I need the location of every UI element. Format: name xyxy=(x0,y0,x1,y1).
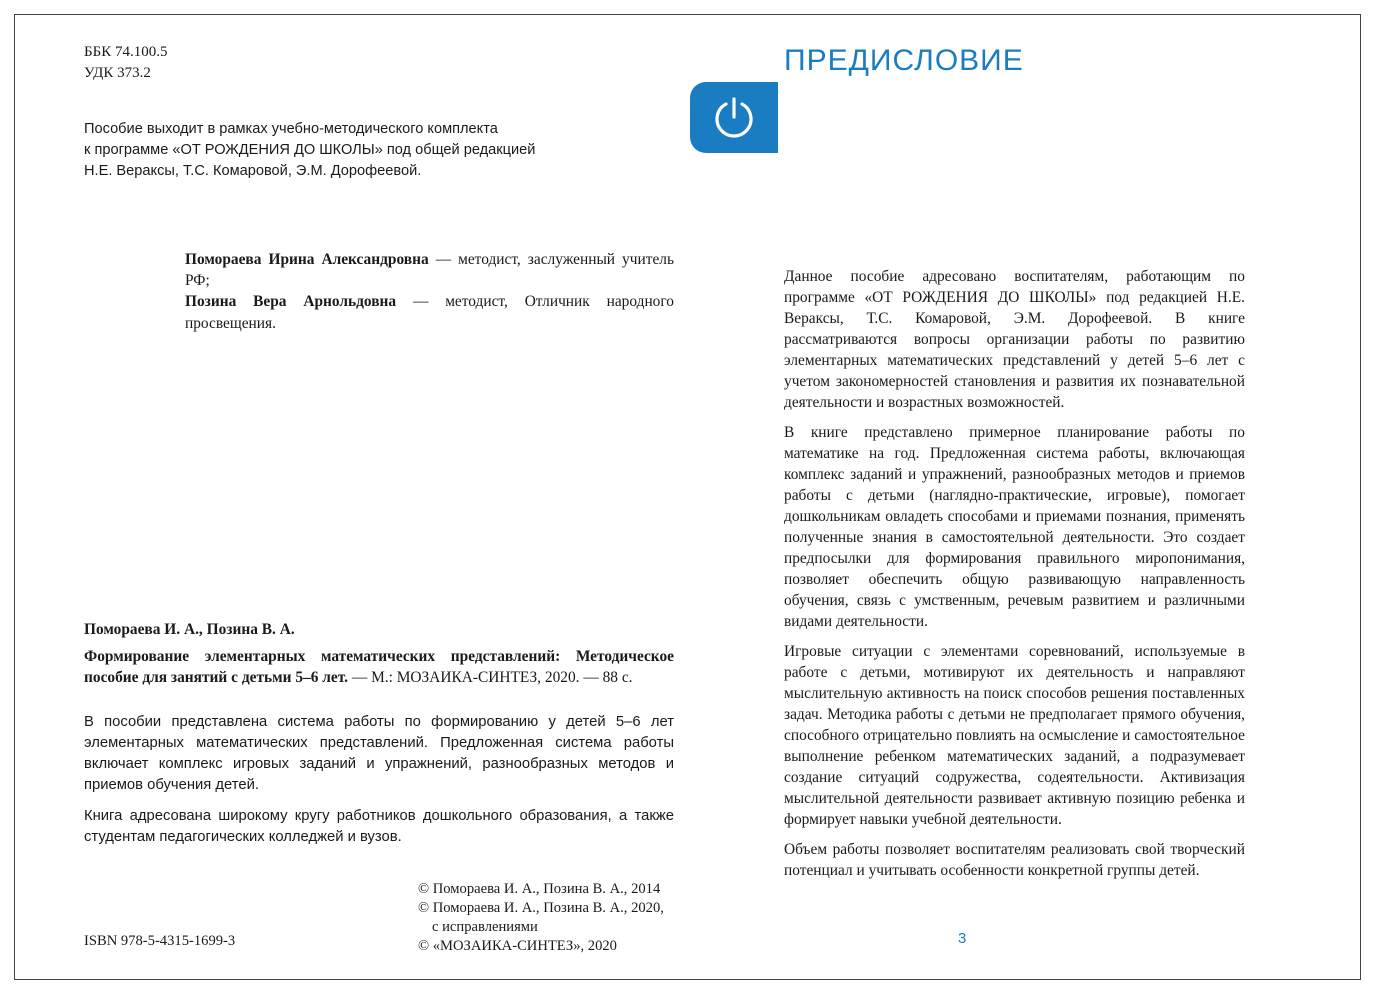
author-entry xyxy=(185,249,674,291)
page-number: 3 xyxy=(958,930,967,947)
author-desc: — методист, Отличник народного просвещения. xyxy=(185,293,675,332)
copyright-line: © Помораева И. А., Позина В. А., 2020, xyxy=(418,900,664,916)
preface-paragraph: Объем работы позволяет воспитателям реализовать свой творческий потенциал и учитывать особенности конкретной группы детей. xyxy=(784,841,1245,879)
author-name: Позина Вера Арнольдовна xyxy=(185,293,397,311)
preface-text xyxy=(784,266,1245,890)
preface-paragraph: Игровые ситуации с элементами соревнований, используемые в работе с детьми, мотивируют их деятельность и направляют мыслительную активность на поиск способов решения поставленных задач. Методика работы с детьми не предполагает прямого обучения, способного отрицательно повлиять на осмысление и самостоятельное выполнение ребенком математических заданий, а подразумевает создание ситуаций содружества, содеятельности. Активизация мыслительной деятельности развивает активную позицию ребенка и формирует навыки учебной деятельности. xyxy=(784,643,1245,828)
annotation-paragraph: В пособии представлена система работы по формированию у детей 5–6 лет элементарных математических представлений. Предложенная система работы включает комплекс игровых заданий и упражнений, разнообразных методов и приемов обучения детей. xyxy=(84,714,674,793)
classification-codes xyxy=(84,42,167,84)
copyright-line: © Помораева И. А., Позина В. А., 2014 xyxy=(418,881,661,897)
bibliographic-record xyxy=(84,619,674,698)
preface-paragraph: В книге представлено примерное планирование работы по математике на год. Предложенная система работы, включающая комплекс заданий и упражнений, разнообразных методов и приемов работы с детьми (наглядно-практические, игровые), помогает дошкольникам овладеть способами и приемами познания, применять полученные знания в самостоятельной деятельности. Это создает предпосылки для формирования правильного миропонимания, позволяет обеспечить общую развивающую направленность обучения, связь с умственным, речевым развитием и различными видами деятельности. xyxy=(784,424,1245,630)
biblio-header: Помораева И. А., Позина В. А. xyxy=(84,621,295,638)
udk-code: УДК 373.2 xyxy=(84,65,151,81)
copyright-line: © «МОЗАИКА-СИНТЕЗ», 2020 xyxy=(418,938,617,954)
series-line: к программе «ОТ РОЖДЕНИЯ ДО ШКОЛЫ» под общей редакцией xyxy=(84,142,536,158)
copyright-block xyxy=(418,880,664,956)
biblio-title-rest: — М.: МОЗАИКА-СИНТЕЗ, 2020. — 88 с. xyxy=(348,669,633,686)
author-name: Помораева Ирина Александровна xyxy=(185,251,429,268)
author-desc: — методист, заслуженный учитель РФ; xyxy=(185,251,674,290)
copyright-line: с исправлениями xyxy=(432,919,538,935)
biblio-title xyxy=(84,646,674,688)
author-entry xyxy=(185,291,674,333)
annotation-paragraph: Книга адресована широкому кругу работников дошкольного образования, а также студентам педагогических колледжей и вузов. xyxy=(84,808,674,845)
series-line: Пособие выходит в рамках учебно-методического комплекта xyxy=(84,121,498,137)
preface-paragraph: Данное пособие адресовано воспитателям, работающим по программе «ОТ РОЖДЕНИЯ ДО ШКОЛЫ» под редакцией Н.Е. Вераксы, Т.С. Комаровой, Э.М. Дорофеевой. В книге рассматриваются вопросы организации работы по развитию элементарных математических представлений у детей 5–6 лет с учетом закономерностей становления и развития их познавательной деятельности и возрастных возможностей. xyxy=(784,268,1245,411)
page-title: ПРЕДИСЛОВИЕ xyxy=(784,44,1024,77)
power-icon xyxy=(712,95,756,139)
biblio-title-bold: Формирование элементарных математических представлений: Методическое пособие для занятий с детьми 5–6 лет. xyxy=(84,648,674,686)
series-line: Н.Е. Вераксы, Т.С. Комаровой, Э.М. Дорофеевой. xyxy=(84,163,422,179)
authors-block xyxy=(185,249,674,334)
bbk-code: ББК 74.100.5 xyxy=(84,44,168,60)
isbn: ISBN 978-5-4315-1699-3 xyxy=(84,933,236,949)
series-note xyxy=(84,119,535,182)
chapter-icon-badge xyxy=(690,82,778,153)
annotation xyxy=(84,712,674,858)
